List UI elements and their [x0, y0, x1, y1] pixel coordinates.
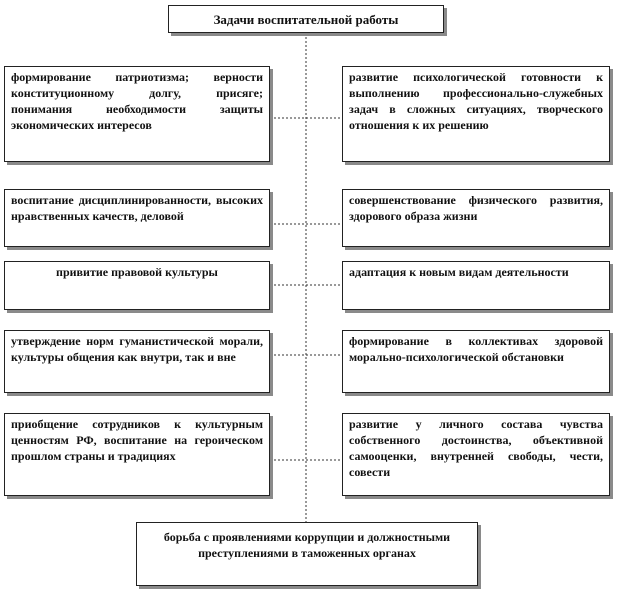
tasks-title-box — [168, 5, 444, 33]
bottom-task: борьба с проявлениями коррупции и должностными преступлениями в таможенных органах — [136, 522, 478, 586]
tasks-title: Задачи воспитательной работы — [213, 12, 399, 27]
right-task-1: развитие психологической готовности к выполнению профессионально-служебных задач в сложных ситуациях, творческого отношения к их решению — [342, 66, 610, 162]
left-task-3: привитие правовой культуры — [4, 261, 270, 310]
left-task-4: утверждение норм гуманистической морали, культуры общения как внутри, так и вне — [4, 330, 270, 393]
left-task-1: формирование патриотизма; верности конституционному долгу, присяге; понимания необходимости защиты экономических интересов — [4, 66, 270, 162]
right-task-3: адаптация к новым видам деятельности — [342, 261, 610, 310]
left-task-5: приобщение сотрудников к культурным ценностям РФ, воспитание на героическом прошлом страны и традициях — [4, 413, 270, 496]
left-task-2: воспитание дисциплинированности, высоких нравственных качеств, деловой — [4, 189, 270, 247]
right-task-5: развитие у личного состава чувства собственного достоинства, объективной самооценки, внутренней свободы, чести, совести — [342, 413, 610, 496]
right-task-4: формирование в коллективах здоровой морально-психологической обстановки — [342, 330, 610, 393]
right-task-2: совершенствование физического развития, здорового образа жизни — [342, 189, 610, 247]
